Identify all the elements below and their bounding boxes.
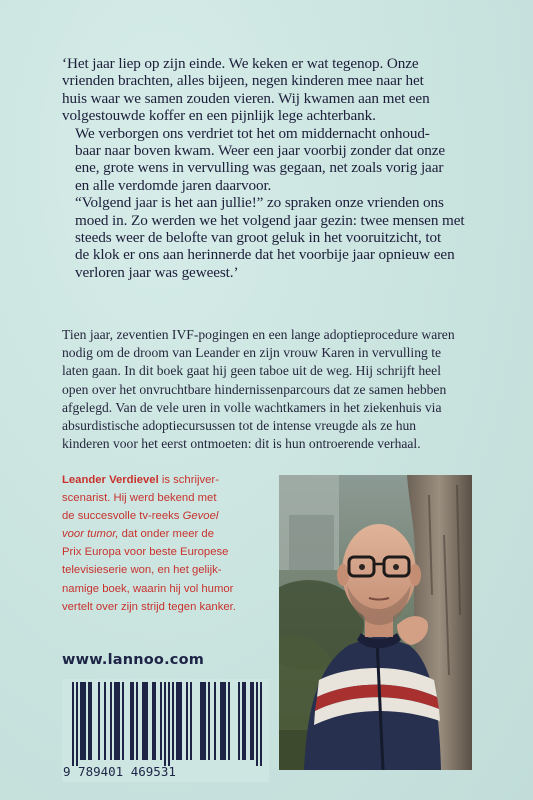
isbn-number: 9 789401 469531	[63, 764, 176, 779]
barcode-bar	[76, 682, 78, 766]
author-photo	[279, 475, 472, 770]
barcode-bar	[116, 682, 118, 760]
bio-text: is schrijver-	[158, 474, 219, 486]
barcode-bar	[244, 682, 246, 760]
barcode-bar	[178, 682, 180, 760]
barcode-bar	[144, 682, 146, 760]
barcode-bar	[176, 682, 178, 760]
quote-line: We verborgen ons verdriet tot het om middernacht onhoud-	[75, 124, 430, 142]
barcode-bar	[190, 682, 192, 760]
quote-line: ‘Het jaar liep op zijn einde. We keken er wat tegenop. Onze	[62, 55, 419, 72]
barcode-bar	[98, 682, 100, 760]
barcode-bar	[252, 682, 254, 760]
barcode-bar	[152, 682, 154, 760]
barcode-bar	[130, 682, 132, 760]
quote-line: verloren jaar was geweest.’	[75, 263, 239, 281]
barcode-bar	[208, 682, 210, 760]
quote-line: huis waar we samen zouden vieren. Wij kwamen aan met een	[62, 89, 430, 107]
barcode-bar	[172, 682, 174, 760]
barcode-bar	[104, 682, 106, 760]
barcode-bar	[160, 682, 162, 760]
barcode-bar	[214, 682, 216, 760]
barcode-bar	[250, 682, 252, 760]
blurb-line: kinderen voor het eerst ontmoeten: dit is hun ontroerende verhaal.	[62, 436, 421, 452]
quote-line: ene, grote wens in vervulling was gegaan, net zoals vorig jaar	[75, 159, 444, 177]
barcode-bar	[202, 682, 204, 760]
barcode-bar	[228, 682, 230, 760]
quote-line: baar naar boven kwam. Weer een jaar voorbij zonder dat onze	[75, 142, 445, 160]
series-title: Gevoel	[182, 510, 219, 523]
book-blurb	[62, 326, 498, 453]
publisher-website[interactable]: www.lannoo.com	[62, 652, 205, 668]
author-name: Leander Verdievel	[62, 474, 159, 486]
blurb-line: afgelegd. Van de vele uren in volle wachtkamers in het ziekenhuis via	[62, 399, 442, 415]
bio-text: dat onder meer de	[118, 528, 214, 541]
author-bio	[62, 471, 274, 616]
barcode-bar	[238, 682, 240, 760]
barcode-bar	[146, 682, 148, 760]
barcode-bar	[118, 682, 120, 760]
quote-line: en alle verdomde jaren daarvoor.	[75, 176, 272, 194]
barcode-bar	[80, 682, 82, 760]
barcode-bar	[220, 682, 222, 760]
blurb-line: laten gaan. In dit boek gaat hij geen taboe uit de weg. Hij schrijft heel	[62, 363, 441, 379]
bio-text: scenarist. Hij werd bekend met	[62, 492, 217, 505]
barcode-bar	[200, 682, 202, 760]
bio-text: vertelt over zijn strijd tegen kanker.	[62, 600, 236, 613]
barcode-bar	[180, 682, 182, 760]
quote-line: steeds weer de belofte van groot geluk in het vooruitzicht, tot	[75, 229, 442, 247]
barcode-bar	[88, 682, 90, 760]
barcode-bar	[114, 682, 116, 760]
barcode-bar	[132, 682, 134, 760]
barcode-bar	[242, 682, 244, 760]
barcode-bar	[168, 682, 170, 766]
quote-line: “Volgend jaar is het aan jullie!” zo spraken onze vrienden ons	[75, 194, 444, 212]
quote-line: de klok er ons aan herinnerde dat het voorbije jaar opnieuw een	[75, 246, 455, 264]
barcode-bar	[72, 682, 74, 766]
bio-text: de succesvolle tv-reeks	[62, 510, 183, 523]
barcode-bar	[224, 682, 226, 760]
bio-text: televisieserie won, en het gelijk-	[62, 564, 222, 577]
bio-text: Prix Europa voor beste Europese	[62, 546, 229, 559]
quote-line: volgestouwde koffer en een pijnlijk lege achterbank.	[62, 107, 376, 125]
barcode-bar	[256, 682, 258, 766]
barcode-bar	[186, 682, 188, 760]
quote-excerpt	[62, 55, 500, 281]
barcode-bar	[204, 682, 206, 760]
barcode-bar	[260, 682, 262, 766]
blurb-line: absurdistische adoptiecursussen tot de intense vreugde als ze hun	[62, 418, 417, 434]
barcode-bar	[154, 682, 156, 760]
bio-text: namige boek, waarin hij vol humor	[62, 582, 234, 595]
barcode-bar	[90, 682, 92, 760]
quote-line: moed in. Zo werden we het volgend jaar gezin: twee mensen met	[75, 211, 465, 229]
blurb-line: Tien jaar, zeventien IVF-pogingen en een lange adoptieprocedure waren	[62, 327, 455, 342]
barcode-bar	[84, 682, 86, 760]
barcode-bar	[222, 682, 224, 760]
barcode-bar	[110, 682, 112, 760]
barcode-bar	[136, 682, 138, 760]
series-title: voor tumor,	[62, 528, 119, 541]
quote-line: vrienden brachten, alles bijeen, negen kinderen mee naar het	[62, 72, 424, 90]
blurb-line: nodig om de droom van Leander en zijn vrouw Karen in vervulling te	[62, 345, 442, 361]
barcode-bar	[142, 682, 144, 760]
blurb-line: open over het onvruchtbare hindernissenparcours dat ze samen hebben	[62, 381, 447, 397]
barcode-bar	[82, 682, 84, 760]
barcode-bar	[122, 682, 124, 760]
barcode-bar	[164, 682, 166, 766]
